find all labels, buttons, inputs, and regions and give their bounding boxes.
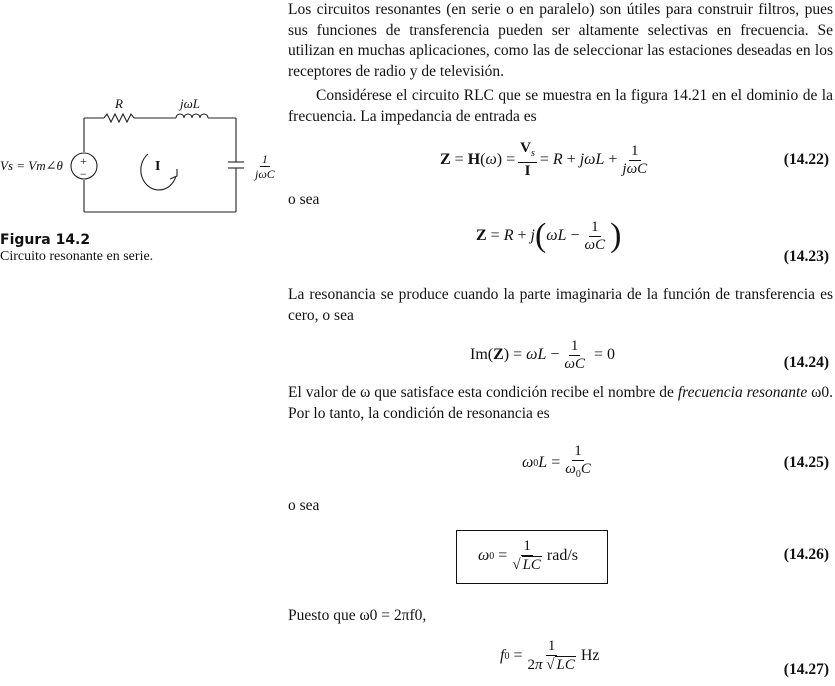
unit-hz: Hz bbox=[580, 647, 600, 664]
second-paragraph: Considérese el circuito RLC que se muestra en la figura 14.21 en el dominio de la frecuencia. La impedancia de entrada es bbox=[288, 87, 833, 125]
puesto-que: Puesto que ω0 = 2πf0, bbox=[288, 607, 427, 624]
intro-paragraph: Los circuitos resonantes (en serie o en paralelo) son útiles para construir filtros, pues sus funciones de transferencia pueden ser altamente selectivas en frecuencia. Se utilizan en muchas aplicaciones, como las de seleccionar las estaciones deseadas en los receptores de radio y de televisión. bbox=[288, 1, 833, 80]
resonance-paragraph: La resonancia se produce cuando la parte imaginaria de la función de transferencia es cero, o sea bbox=[288, 286, 833, 324]
figure-title: Figura 14.2 bbox=[0, 232, 91, 248]
source-minus-label: − bbox=[80, 167, 87, 181]
unit-rad: rad/s bbox=[546, 547, 579, 564]
equation-14-23: Z = R + j ( ωL − $\frac{1}{\omega C}$ ) bbox=[476, 217, 622, 254]
inductor-label: jωL bbox=[180, 96, 201, 111]
capacitor-label-den: jωC bbox=[255, 167, 275, 181]
o-sea-1: o sea bbox=[288, 191, 320, 208]
equation-14-24: Im( Z ) = ωL − $\frac{1}{\omega C}$ = 0 bbox=[470, 337, 616, 372]
equation-number-14-26: (14.26) bbox=[783, 546, 829, 563]
capacitor-label bbox=[250, 152, 280, 181]
equation-number-14-22: (14.22) bbox=[783, 151, 829, 168]
capacitor-label-num: 1 bbox=[261, 152, 268, 166]
omega-paragraph-a: El valor de ω que satisface esta condición recibe el nombre de bbox=[288, 384, 678, 401]
resistor-symbol bbox=[104, 114, 134, 122]
source-label: Vs = Vm∠θ bbox=[0, 158, 63, 173]
source-plus-label: + bbox=[80, 154, 87, 168]
omega-paragraph bbox=[288, 383, 833, 424]
omega-paragraph-term: frecuencia resonante bbox=[677, 384, 808, 401]
circuit-figure bbox=[0, 88, 280, 224]
equation-14-22: Z = H ( ω ) = $\frac{V_s}{I}$ = R + jωL + $\frac{1}{\text{jωC}}$ bbox=[440, 140, 648, 179]
equation-number-14-25: (14.25) bbox=[783, 454, 829, 471]
resistor-label: R bbox=[115, 96, 123, 111]
equation-14-26: ω 0 = $\frac{1}{√ LC}$ rad/s bbox=[478, 538, 579, 573]
o-sea-2: o sea bbox=[288, 497, 320, 514]
equation-number-14-27: (14.27) bbox=[783, 661, 829, 678]
current-label: I bbox=[155, 159, 161, 174]
equation-number-14-24: (14.24) bbox=[783, 354, 829, 371]
inductor-symbol bbox=[176, 114, 208, 118]
equation-14-27: f 0 = $\frac{1}{2\pi √ LC}$ Hz bbox=[500, 638, 600, 673]
figure-caption: Circuito resonante en serie. bbox=[0, 249, 154, 264]
omega-paragraph-b: ω0. Por lo tanto, la condición de resonancia es bbox=[288, 384, 833, 422]
equation-14-25: ω 0 L = $\frac{1}{\omega_0C}$ bbox=[522, 443, 591, 480]
equation-number-14-23: (14.23) bbox=[783, 248, 829, 265]
